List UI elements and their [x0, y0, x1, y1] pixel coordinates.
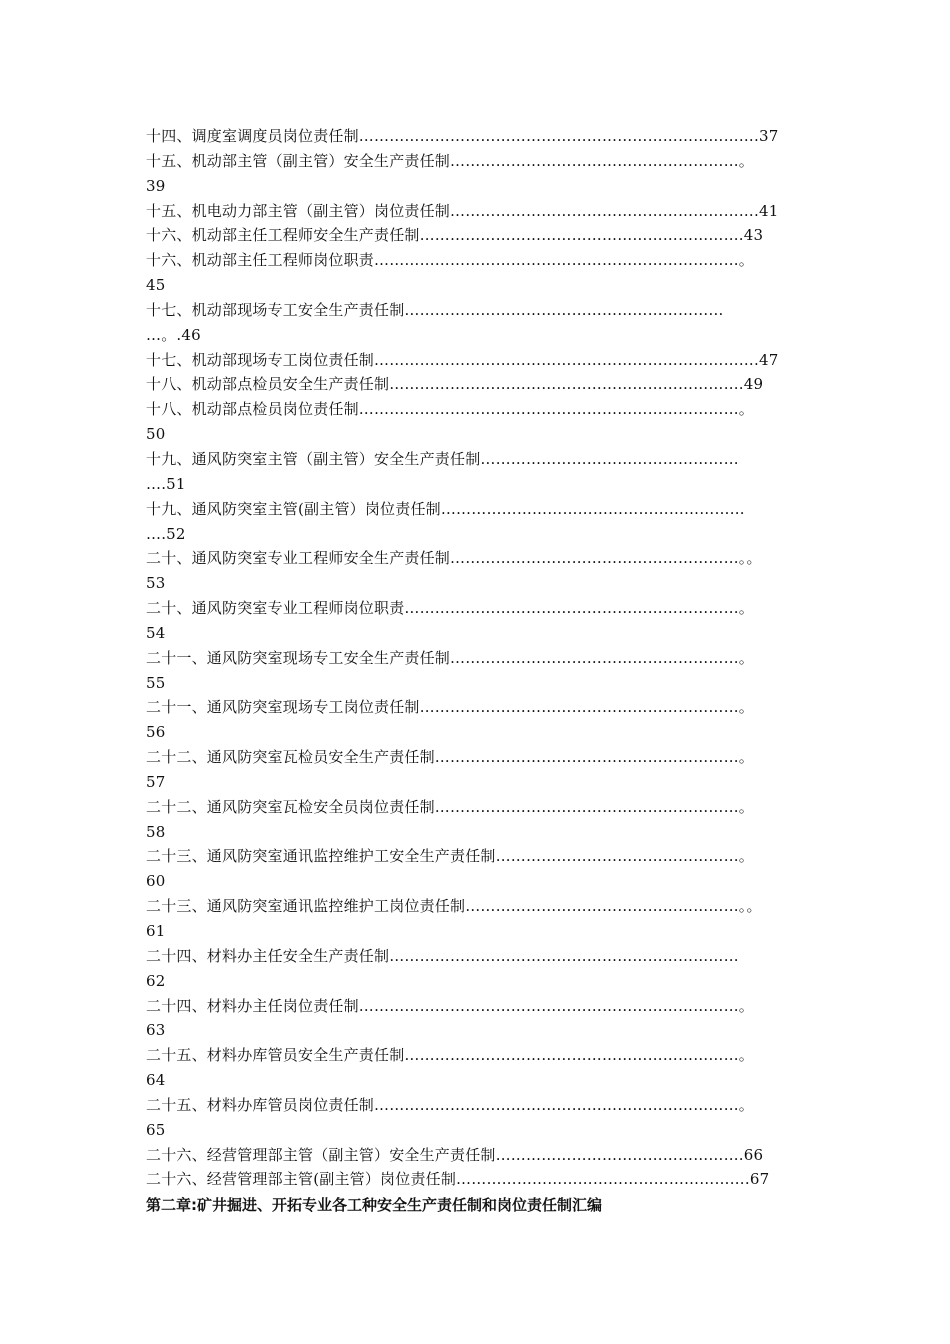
- toc-line: 二十五、材料办库管员岗位责任制………………………………………………………………。: [146, 1095, 755, 1114]
- toc-page-number: 45: [146, 276, 166, 295]
- toc-page-number: 57: [146, 772, 166, 791]
- toc-line: 二十六、经营管理部主管(副主管）岗位责任制………………………………………………….67: [146, 1170, 770, 1189]
- toc-page-number: 65: [146, 1120, 166, 1139]
- chapter-heading: 第二章:矿井掘进、开拓专业各工种安全生产责任制和岗位责任制汇编: [146, 1196, 603, 1215]
- toc-page-number: ….52: [146, 524, 186, 543]
- toc-line: 二十、通风防突室专业工程师安全生产责任制…………………………………………………。。: [146, 549, 762, 568]
- table-of-contents: [146, 124, 826, 1218]
- toc-line: 二十三、通风防突室通讯监控维护工安全生产责任制…………………………………………。: [146, 847, 755, 866]
- toc-page-number: 62: [146, 971, 166, 990]
- toc-page-number: 63: [146, 1021, 166, 1040]
- toc-page-number: 56: [146, 723, 166, 742]
- toc-page-number: 53: [146, 574, 166, 593]
- toc-line: 二十一、通风防突室现场专工安全生产责任制…………………………………………………。: [146, 648, 755, 667]
- toc-page-number: 60: [146, 872, 166, 891]
- toc-line: 二十六、经营管理部主管（副主管）安全生产责任制………………………………………….66: [146, 1145, 764, 1164]
- toc-page-number: 50: [146, 425, 166, 444]
- toc-line: 十八、机动部点检员岗位责任制…………………………………………………………………。: [146, 400, 755, 419]
- toc-page-number: 39: [146, 176, 166, 195]
- toc-line: 二十四、材料办主任岗位责任制…………………………………………………………………。: [146, 996, 755, 1015]
- toc-page-number: 64: [146, 1071, 166, 1090]
- toc-line: 二十四、材料办主任安全生产责任制……………………………………………………………: [146, 946, 739, 965]
- toc-line: 二十一、通风防突室现场专工岗位责任制………………………………………………………。: [146, 698, 755, 717]
- toc-line: 十九、通风防突室主管（副主管）安全生产责任制……………………………………………: [146, 449, 739, 468]
- toc-line: 十四、调度室调度员岗位责任制…………………………………………………………………….37: [146, 127, 779, 145]
- toc-line: 十七、机动部现场专工安全生产责任制………………………………………………………: [146, 300, 724, 319]
- toc-line: 二十二、通风防突室瓦检安全员岗位责任制……………………………………………………。: [146, 797, 755, 816]
- toc-line: 十五、机电动力部主管（副主管）岗位责任制…………………………………………………….41: [146, 201, 779, 220]
- toc-page-number: 54: [146, 623, 166, 642]
- toc-page-number: ….51: [146, 474, 186, 493]
- toc-line: 十八、机动部点检员安全生产责任制…………………………………………………………….49: [146, 375, 764, 394]
- toc-line: 十五、机动部主管（副主管）安全生产责任制…………………………………………………。: [146, 151, 755, 170]
- toc-line: 十九、通风防突室主管(副主管）岗位责任制……………………………………………………: [146, 499, 745, 518]
- toc-page-number: 55: [146, 673, 166, 692]
- toc-line: 二十三、通风防突室通讯监控维护工岗位责任制………………………………………………。。: [146, 897, 762, 916]
- toc-page-number: 61: [146, 922, 166, 940]
- toc-page-number: …。.46: [146, 325, 201, 344]
- toc-line: 十七、机动部现场专工岗位责任制………………………………………………………………….47: [146, 350, 779, 369]
- toc-line: 二十五、材料办库管员安全生产责任制…………………………………………………………。: [146, 1046, 755, 1065]
- toc-line: 十六、机动部主任工程师安全生产责任制……………………………………………………….43: [146, 226, 764, 245]
- toc-page-number: 58: [146, 822, 166, 841]
- toc-line: 二十二、通风防突室瓦检员安全生产责任制……………………………………………………。: [146, 748, 755, 767]
- toc-line: 十六、机动部主任工程师岗位职责………………………………………………………………。: [146, 251, 755, 270]
- toc-line: 二十、通风防突室专业工程师岗位职责…………………………………………………………。: [146, 599, 755, 618]
